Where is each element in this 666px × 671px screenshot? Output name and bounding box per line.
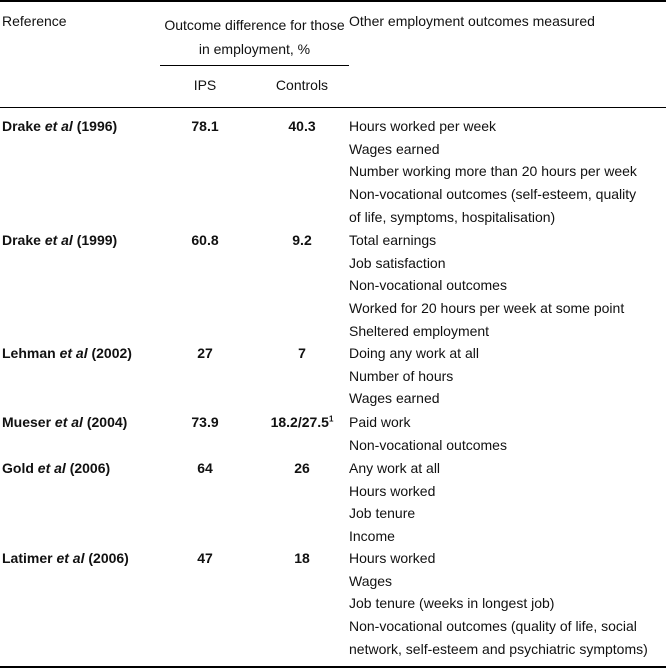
reference-cell — [2, 345, 132, 361]
reference-author: Latimer — [2, 550, 53, 566]
controls-value: 40.3 — [288, 118, 316, 134]
reference-year: (2002) — [91, 345, 132, 361]
outcome-item: network, self-esteem and psychiatric symptoms) — [349, 640, 648, 657]
outcome-item: Any work at all — [349, 460, 441, 476]
reference-year: (1999) — [76, 232, 118, 248]
outcome-item: Number of hours — [349, 367, 454, 384]
table-top-rule — [0, 0, 666, 2]
other-outcomes-cell — [349, 547, 648, 661]
reference-etal: et al — [54, 414, 83, 430]
header-outcome-difference: Outcome difference for those in employment, % — [164, 17, 345, 57]
reference-etal: et al — [44, 232, 73, 248]
reference-author: Gold — [2, 460, 34, 476]
outcome-item: Job tenure — [349, 505, 416, 522]
outcome-item: Job satisfaction — [349, 254, 446, 271]
reference-year: (2006) — [69, 460, 111, 476]
outcome-item: Paid work — [349, 414, 411, 430]
header-span-rule — [160, 65, 349, 66]
reference-cell — [2, 118, 117, 134]
reference-etal: et al — [56, 550, 85, 566]
outcome-item: Job tenure (weeks in longest job) — [349, 595, 555, 612]
header-bottom-rule — [0, 107, 666, 108]
header-controls: Controls — [275, 77, 329, 93]
other-outcomes-cell — [349, 229, 624, 343]
ips-value: 78.1 — [191, 118, 219, 134]
controls-value: 18 — [294, 550, 310, 566]
ips-value: 73.9 — [191, 414, 219, 430]
reference-author: Lehman — [2, 345, 56, 361]
controls-cell — [262, 118, 342, 134]
reference-etal: et al — [37, 460, 66, 476]
reference-cell — [2, 460, 110, 476]
outcome-item: Hours worked — [349, 550, 436, 566]
controls-cell — [262, 460, 342, 476]
outcome-item: Wages earned — [349, 140, 440, 157]
controls-value: 7 — [298, 345, 306, 361]
outcome-item: Total earnings — [349, 232, 437, 248]
outcome-item: Wages — [349, 572, 393, 589]
outcome-item: Non-vocational outcomes — [349, 277, 507, 294]
outcome-item: Number working more than 20 hours per week — [349, 163, 637, 180]
reference-year: (2004) — [86, 414, 128, 430]
reference-cell — [2, 550, 129, 566]
outcome-item: Income — [349, 528, 395, 545]
controls-cell — [262, 414, 342, 430]
table-bottom-rule — [0, 666, 666, 668]
header-reference: Reference — [2, 13, 67, 29]
outcome-item: Non-vocational outcomes — [349, 436, 507, 453]
reference-author: Drake — [2, 118, 41, 134]
controls-cell — [262, 550, 342, 566]
header-ips: IPS — [193, 77, 217, 93]
outcome-item: Non-vocational outcomes (quality of life, social — [349, 618, 637, 635]
outcome-item: Hours worked per week — [349, 118, 497, 134]
outcome-item: Doing any work at all — [349, 345, 479, 361]
reference-year: (1996) — [76, 118, 118, 134]
controls-cell — [262, 345, 342, 361]
outcome-item: of life, symptoms, hospitalisation) — [349, 208, 556, 225]
outcome-item: Hours worked — [349, 482, 436, 499]
reference-year: (2006) — [88, 550, 129, 566]
ips-value: 60.8 — [191, 232, 219, 248]
controls-value: 18.2/27.5 — [270, 414, 329, 430]
ips-value: 64 — [197, 460, 213, 476]
controls-value: 9.2 — [292, 232, 312, 248]
controls-cell — [262, 232, 342, 248]
outcome-item: Wages earned — [349, 390, 440, 407]
reference-etal: et al — [59, 345, 88, 361]
other-outcomes-cell — [349, 411, 507, 456]
header-other-outcomes: Other employment outcomes measured — [349, 13, 595, 29]
other-outcomes-cell — [349, 342, 479, 410]
ips-value: 47 — [197, 550, 213, 566]
reference-author: Drake — [2, 232, 41, 248]
reference-author: Mueser — [2, 414, 52, 430]
controls-value: 26 — [294, 460, 310, 476]
other-outcomes-cell — [349, 115, 637, 229]
ips-value: 27 — [197, 345, 213, 361]
other-outcomes-cell — [349, 457, 440, 548]
outcome-item: Worked for 20 hours per week at some point — [349, 300, 625, 317]
reference-cell — [2, 414, 127, 430]
outcome-item: Sheltered employment — [349, 322, 490, 339]
footnote-marker: 1 — [328, 414, 334, 424]
reference-etal: et al — [44, 118, 73, 134]
outcome-item: Non-vocational outcomes (self-esteem, quality — [349, 186, 637, 203]
reference-cell — [2, 232, 117, 248]
